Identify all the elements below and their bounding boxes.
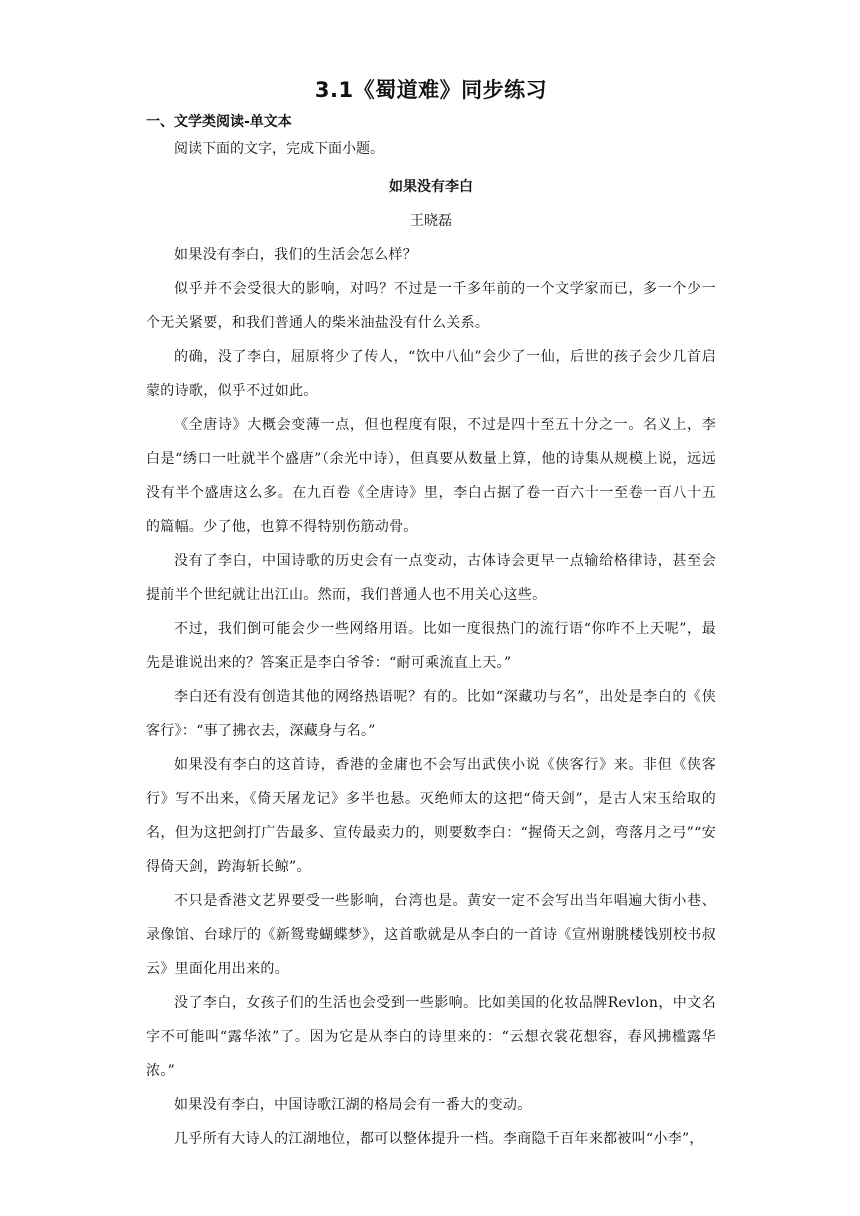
article-paragraph: 没有了李白，中国诗歌的历史会有一点变动，古体诗会更早一点输给格律诗，甚至会提前半个世纪就让出江山。然而，我们普通人也不用关心这些。 xyxy=(146,553,716,603)
reading-instruction: 阅读下面的文字，完成下面小题。 xyxy=(174,141,384,157)
article-paragraph: 《全唐诗》大概会变薄一点，但也程度有限，不过是四十至五十分之一。名义上，李白是“绣口一吐就半个盛唐”（余光中诗），但真要从数量上算，他的诗集从规模上说，远远没有半个盛唐这么多。在九百卷《全唐诗》里，李白占据了卷一百六十一至卷一百八十五的篇幅。少了他，也算不得特别伤筋动骨。 xyxy=(146,417,716,535)
article-paragraph: 如果没有李白，中国诗歌江湖的格局会有一番大的变动。 xyxy=(174,1097,532,1113)
section-heading: 一、文学类阅读-单文本 xyxy=(146,114,292,130)
article-author: 王晓磊 xyxy=(410,213,452,229)
article-paragraph: 如果没有李白，我们的生活会怎么样？ xyxy=(174,247,418,263)
article-body xyxy=(146,238,716,1156)
article-paragraph: 如果没有李白的这首诗，香港的金庸也不会写出武侠小说《侠客行》来。非但《侠客行》写不出来，《倚天屠龙记》多半也悬。灭绝师太的这把“倚天剑”，是古人宋玉给取的名，但为这把剑打广告最多、宣传最卖力的，则要数李白：“握倚天之剑，弯落月之弓”“安得倚天剑，跨海斩长鲸”。 xyxy=(146,757,716,875)
article-paragraph: 没了李白，女孩子们的生活也会受到一些影响。比如美国的化妆品牌Revlon，中文名字不可能叫“露华浓”了。因为它是从李白的诗里来的：“云想衣裳花想容，春风拂槛露华浓。” xyxy=(146,995,716,1079)
document-title: 3.1《蜀道难》同步练习 xyxy=(314,78,548,102)
article-paragraph: 几乎所有大诗人的江湖地位，都可以整体提升一档。李商隐千百年来都被叫“小李”， xyxy=(174,1131,704,1147)
article-paragraph: 似乎并不会受很大的影响，对吗？不过是一千多年前的一个文学家而已，多一个少一个无关紧要，和我们普通人的柴米油盐没有什么关系。 xyxy=(146,281,716,331)
article-paragraph: 李白还有没有创造其他的网络热语呢？有的。比如“深藏功与名”，出处是李白的《侠客行》：“事了拂衣去，深藏身与名。” xyxy=(146,689,716,739)
article-paragraph: 不只是香港文艺界要受一些影响，台湾也是。黄安一定不会写出当年唱遍大街小巷、录像馆、台球厅的《新鸳鸯蝴蝶梦》，这首歌就是从李白的一首诗《宣州谢朓楼饯别校书叔云》里面化用出来的。 xyxy=(146,893,716,977)
article-paragraph: 的确，没了李白，屈原将少了传人，“饮中八仙”会少了一仙，后世的孩子会少几首启蒙的诗歌，似乎不过如此。 xyxy=(146,349,716,399)
article-title: 如果没有李白 xyxy=(389,179,473,195)
article-paragraph: 不过，我们倒可能会少一些网络用语。比如一度很热门的流行语“你咋不上天呢”，最先是谁说出来的？答案正是李白爷爷：“耐可乘流直上天。” xyxy=(146,621,716,671)
